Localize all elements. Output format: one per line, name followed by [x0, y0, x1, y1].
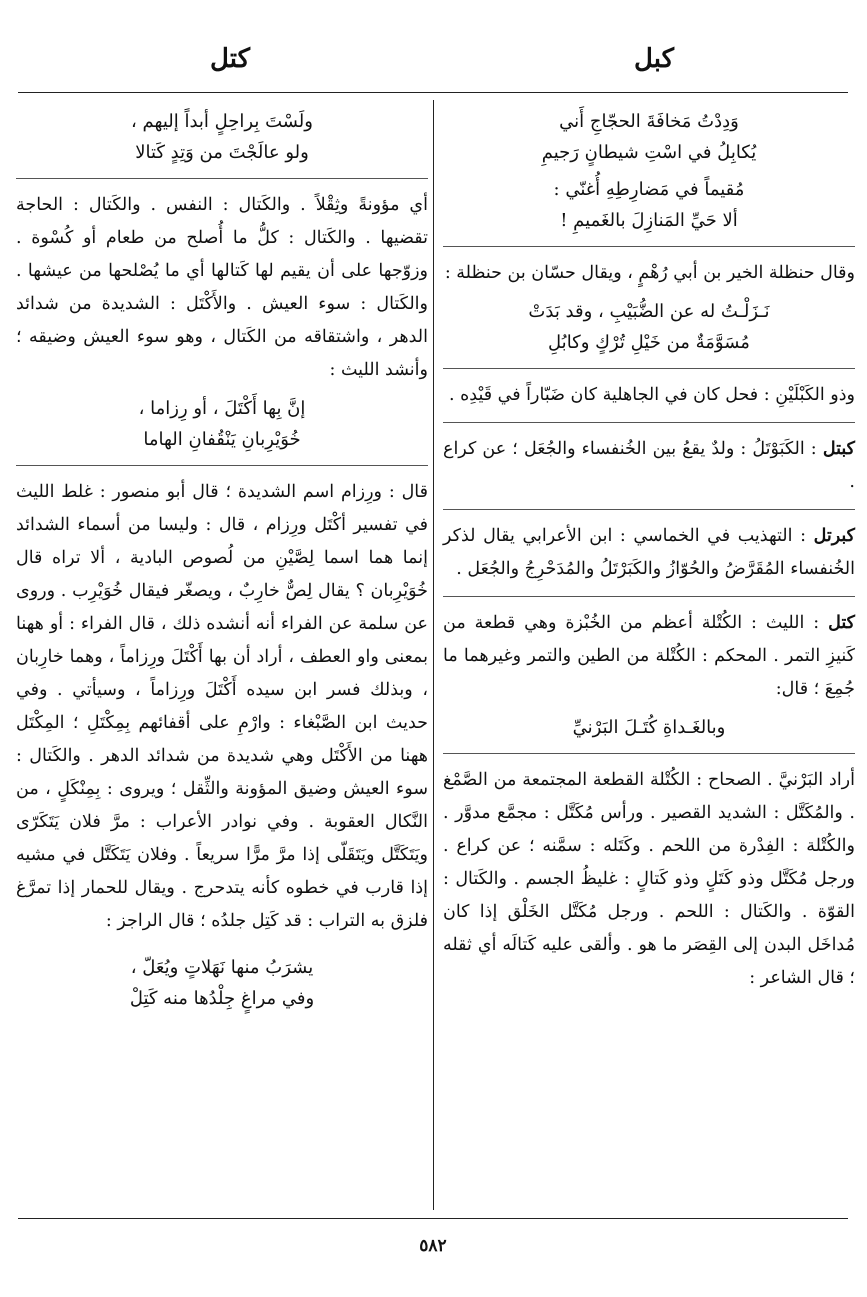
page-number: ٥٨٢ [419, 1236, 447, 1256]
verse-line: نَـزَلْـتُ له عن الضُّبَيْبِ ، وقد بَدَتْ [528, 301, 770, 322]
entry-definition: : الكَبَوْتَلُ : ولدٌ يقعُ بين الخُنفساء والجُعَل ؛ عن كراع . [443, 439, 855, 492]
verse [16, 106, 428, 168]
separator-rule [443, 596, 855, 597]
verse [16, 952, 428, 1014]
separator-rule [443, 509, 855, 510]
entry-definition: : الليث : الكُتْلة أعظم من الخُبْزة وهي قطعة من كَنيزِ التمر . المحكم : الكُتْلة من الطين والتمر وغيرهما ما جُمِعَ ؛ قال: [443, 613, 855, 699]
paragraph: قال : ورِزام اسم الشديدة ؛ قال أبو منصور : غلط الليث في تفسير أكْتَل ورِزام ، قال : وليسا من أسماء الشدائد إنما هما اسما لِصَّيْنِ من لُصوص البادية ، ألا تراه قال خُوَيْرِبان ؟ يقال لِصٌّ خارِبٌ ، ويصغّر فيقال خُوَيْرِب . وروى عن سلمة عن الفراء أنه أنشده ذلك ، قال الفراء : أو ههنا بمعنى واو العطف ، أراد أن بها أَكْتَلَ ورِزاماً ، وهما خارِبان ، وبذلك فسر ابن سيده أَكْتَلَ ورِزاماً ، وسيأتي . وفي حديث ابن الصَّبْغاء : وارْمِ على أقفائهم بِمِكْتَلِ ؛ المِكْتَل ههنا من الأَكْتَل وهي شديدة من شدائد الدهر . والكَتال : سوء العيش وضيق المؤونة والثِّقل ؛ ويروى : بِمِنْكَلٍ ، من النَّكال العقوبة . وفي نوادر الأعراب : مرَّ فلان يَتَكَرّى ويَتَكَتَّل ويَتَقَلّى إذا مرَّ مرًّا سريعاً . وفلان يَتَكَتَّل في مشيه إذا قارب في خطوه كأنه يتدحرج . ويقال للحمار إذا تمرَّغ فلزق به التراب : قد كَتِل جلدُه ؛ قال الراجز : [16, 482, 428, 931]
verse-line: يشرَبُ منها نَهَلاتٍ ويُعَلّ ، [130, 957, 314, 978]
running-header-left: كتل [210, 44, 250, 74]
separator-rule [16, 178, 428, 179]
separator-rule [443, 753, 855, 754]
verse [443, 174, 855, 236]
verse-line: ولَسْتَ بِراحِلٍ أبداً إليهم ، [131, 111, 313, 132]
left-column [16, 100, 428, 1020]
paragraph: أي مؤونةً وثِقْلاً . والكَتال : النفس . والكَتال : الحاجة تقضيها . والكَتال : كلُّ ما أُصلح من طعام أو كُسْوة . وزوّجها على أن يقيم لها كَتالها أي ما يُصْلحها من عيشها . والكَتال : سوء العيش . والأَكْتَل : الشديدة من شدائد الدهر ، واشتقاقه من الكَتال ، وهو سوء العيش وضيقه ؛ وأنشد الليث : [16, 195, 428, 380]
separator-rule [443, 246, 855, 247]
verse [16, 393, 428, 455]
separator-rule [443, 368, 855, 369]
verse-line: مُسَوَّمَةٌ من خَيْلِ تُرْكٍ وكابُلِ [548, 332, 750, 353]
dictionary-entry [443, 433, 855, 499]
verse-line: مُقيماً في مَضارِطِهِ أُغنّي : [553, 179, 745, 200]
verse-line: وفي مراغٍ جِلْدُها منه كَتِلْ [129, 988, 315, 1009]
verse-line: ألا حَيِّ المَنازِلَ بالغَميمِ ! [560, 210, 738, 231]
entry-headword: كتل [828, 613, 855, 633]
entry-headword: كبتل [822, 439, 855, 459]
verse-line: إنَّ بِها أَكْتَلَ ، أو رِزاما ، [138, 398, 306, 419]
dictionary-entry [443, 607, 855, 706]
entry-headword: كبرتل [813, 526, 855, 546]
verse-line: وَدِدْتُ مَخافَةَ الحجّاجِ أَني [559, 111, 739, 132]
bottom-rule [18, 1218, 848, 1219]
column-divider [433, 100, 434, 1210]
verse-line: ولو عالَجْتَ من وَتِدٍ كَتالا [135, 142, 309, 163]
paragraph: أراد البَرْنيَّ . الصحاح : الكُتْلة القطعة المجتمعة من الصَّمْغ . والمُكَتَّل : الشديد القصير . ورأس مُكَتَّل : مجمَّع مدوَّر . والكُتْلة : الفِدْرة من اللحم . وكَتَله : سمَّنه ؛ عن كراع . ورجل مُكَتَّل وذو كَتَلٍ وذو كَتالٍ : غليظُ الجسم . والكَتال : القوّة . والكَتال : اللحم . ورجل مُكَتَّل الخَلْق إذا كان مُداخَل البدن إلى القِصَر ما هو . وألقى عليه كَتالَه أي ثقله ؛ قال الشاعر : [443, 770, 855, 988]
spacer [16, 938, 428, 946]
verse-line: يُكابِلُ في اسْتِ شيطانٍ رَجيمِ [541, 142, 757, 163]
running-header-right: كبل [634, 44, 674, 74]
verse-line: خُوَيْرِبانِ يَنْقُفانِ الهاما [143, 429, 301, 450]
verse [443, 296, 855, 358]
entry-definition: : التهذيب في الخماسي : ابن الأعرابي يقال لذكر الخُنفساء المُقَرَّضُ والحُوّازُ والكَبَرْتَلُ والمُدَحْرِجُ والجُعَل . [443, 526, 855, 579]
verse [443, 106, 855, 168]
top-rule [18, 92, 848, 93]
separator-rule [443, 422, 855, 423]
verse-line: وبالغَـداةِ كُتَـلَ البَرْنيِّ [572, 717, 726, 738]
separator-rule [16, 465, 428, 466]
verse [443, 712, 855, 743]
paragraph: وقال حنظلة الخير بن أبي رُهْمٍ ، ويقال حسّان بن حنظلة : [444, 263, 855, 283]
dictionary-entry [443, 520, 855, 586]
right-column [443, 100, 855, 995]
paragraph: وذو الكَبْلَيْنِ : فحل كان في الجاهلية كان ضَبّاراً في قَيْدِه . [448, 385, 855, 405]
